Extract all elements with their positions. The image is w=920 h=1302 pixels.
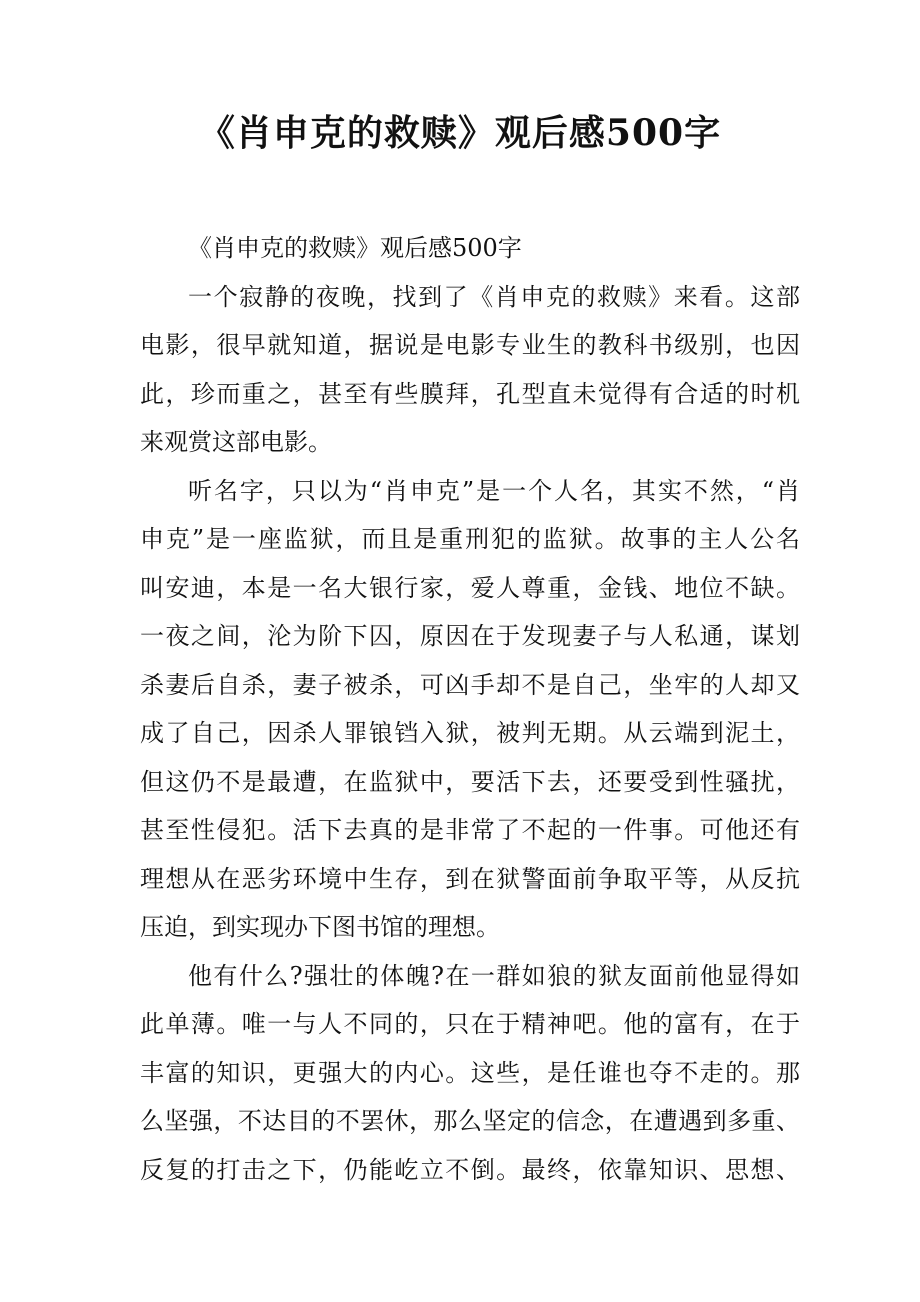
paragraph-line: 丰富的知识，更强大的内心。这些，是任谁也夺不走的。那 [140, 1058, 800, 1087]
paragraph-line: 一个寂静的夜晚，找到了《肖申克的救赎》来看。这部 [188, 282, 800, 311]
paragraph-line: 甚至性侵犯。活下去真的是非常了不起的一件事。可他还有 [140, 816, 800, 844]
paragraph-line: 叫安迪，本是一名大银行家，爱人尊重，金钱、地位不缺。 [140, 573, 800, 602]
paragraph-line: 此，珍而重之，甚至有些膜拜，孔型直未觉得有合适的时机 [140, 379, 800, 408]
document-body [140, 224, 800, 1194]
paragraph-line: 成了自己，因杀人罪锒铛入狱，被判无期。从云端到泥土， [140, 719, 800, 747]
paragraph-line: 他有什么?强壮的体魄?在一群如狼的狱友面前他显得如 [188, 961, 800, 990]
paragraph-line: 电影，很早就知道，据说是电影专业生的教科书级别，也因 [140, 331, 800, 359]
paragraph-line: 申克”是一座监狱，而且是重刑犯的监狱。故事的主人公名 [140, 525, 800, 553]
paragraph-line: 理想从在恶劣环境中生存，到在狱警面前争取平等，从反抗 [140, 864, 800, 893]
paragraph-line: 听名字，只以为“肖申克”是一个人名，其实不然，“肖 [188, 476, 800, 505]
document-title: 《肖申克的救赎》观后感500字 [198, 112, 722, 154]
paragraph-line: 一夜之间，沦为阶下囚，原因在于发现妻子与人私通，谋划 [140, 622, 800, 650]
paragraph-line: 反复的打击之下，仍能屹立不倒。最终，依靠知识、思想、 [140, 1155, 800, 1184]
paragraph-line: 此单薄。唯一与人不同的，只在于精神吧。他的富有，在于 [140, 1010, 800, 1038]
paragraph-line: 压迫，到实现办下图书馆的理想。 [140, 913, 500, 941]
document-subtitle: 《肖申克的救赎》观后感500字 [188, 234, 522, 262]
paragraph-line: 么坚强，不达目的不罢休，那么坚定的信念，在遭遇到多重、 [140, 1107, 800, 1135]
paragraph-line: 来观赏这部电影。 [140, 428, 332, 456]
paragraph-line: 杀妻后自杀，妻子被杀，可凶手却不是自己，坐牢的人却又 [140, 670, 800, 699]
paragraph-line: 但这仍不是最遭，在监狱中，要活下去，还要受到性骚扰， [140, 767, 800, 796]
